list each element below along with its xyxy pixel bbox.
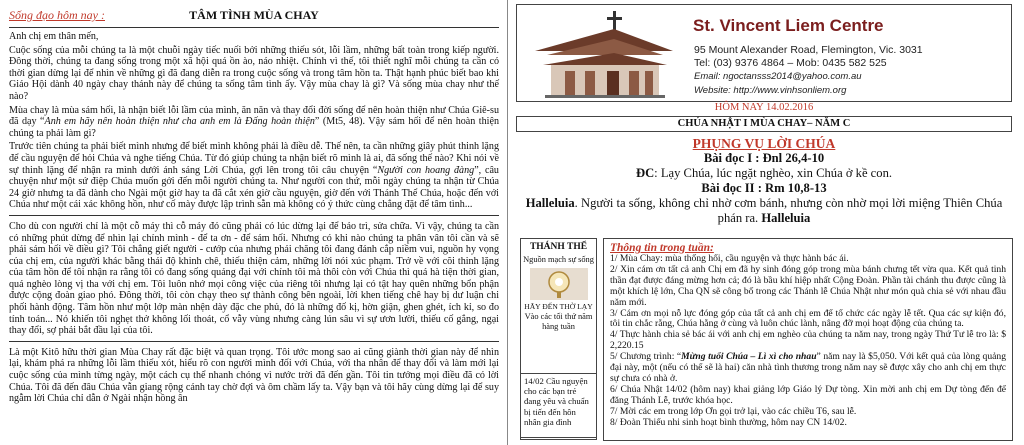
section-tag: Sống đạo hôm nay : — [9, 8, 105, 22]
adoration-caption: HÃY ĐẾN THỜ LẠY — [524, 302, 593, 311]
divider — [9, 341, 499, 342]
church-logo-icon — [525, 9, 681, 99]
news-item: 3/ Cám ơn mọi nỗ lực đóng góp của tất cả anh chị em để tổ chức các ngày lễ tết. Qua các sự kiện đó, tôi tin chắc rằng, Chúa hằng ở cùng và luôn chúc lành, nâng đỡ mọi hoạt động của chúng ta. — [610, 307, 1006, 330]
news-title: Thông tin trong tuần: — [610, 242, 714, 254]
news-item: 7/ Mời các em trong lớp Ơn gọi trở lại, vào các chiều T6, sau lễ. — [610, 405, 857, 417]
paragraph: Cho dù con người chỉ là một cỗ máy thì cỗ máy đó cũng phải có lúc dừng lại để bảo trì, sửa chữa. Vì vậy, chúng ta cần có những phút dừng để nhìn lại chính mình - để ta ơn - để sám hối. Nhưng có khi nào chúng ta phân vân tôi cần và sẽ phải sám hối về điều gì? Tôi chẳng giết người - cướp của nhưng phải chăng tôi đang đánh cắp niềm vui, nguồn hy vọng của chị em, của người khác bằng thái độ khinh chê, thiếu thiện cảm, những lời nói xúc phạm. Trở về với cõi thinh lặng của tâm hồn để tôi nhận ra rằng tôi có đang sống quảng đại với chính tôi mà thôi còn với Chúa thì quá hà tiện thời gian, quá nghèo lòng vị tha với chị em. Tôi luôn nhớ mọi công việc của riêng tôi nhưng lại có tật hay quên những bổn phận được cộng đoàn giao phó. Đông thời, tôi còn chạy theo sự thành công bên ngoài, lời khen tiếng chê hay bị dư luận chi phối hành động. Tâm hồn như một lớp màn nhện dày đặc che phủ, đó là những đố kị, hờn giận, ghen ghét, ích kỉ, so đo tính toán... Nó khiến tôi nghẹt thở không lối thoát, cổ vẫy vùng nhưng càng lún sâu vì sự ươn lười, thiếu cố gắng, ngại thay đổi, sợ phải bắt đầu lại của tôi. — [9, 220, 499, 337]
liturgical-sunday: CHÚA NHẬT I MÙA CHAY– NĂM C — [516, 116, 1012, 132]
info-column — [512, 0, 1018, 445]
paragraph: Anh chị em thân mến, — [9, 31, 99, 42]
news-item: 2/ Xin cám ơn tất cả anh Chị em đã hy sinh đóng góp trong mùa bánh chưng tết vừa qua. Kết quả tinh thần đạt được đáng mừng hơn cả; đó là bầu khí hiệp nhất Cộng Đoàn. Phần tài chánh thu được cũng là một khích lệ lớn, Cha QN sẽ công bố trong các Thánh lễ Chúa Nhật như món quà chia sẻ với nhau đầu năm mới. — [610, 263, 1006, 308]
program-name: Mừng tuổi Chúa – Lì xì cho nhau — [681, 351, 817, 363]
gospel-acclamation: Halleluia. Người ta sống, không chỉ nhờ cơm bánh, nhưng còn nhờ mọi lời miệng Thiên Chúa phán ra. Halleluia — [525, 196, 1003, 225]
parable-title: Người con hoang đàng — [377, 164, 475, 176]
weekly-news-box — [603, 238, 1013, 441]
adoration-schedule: Vào các tối thứ năm hàng tuần — [524, 312, 593, 331]
paragraph: Trước tiên chúng ta phải biết mình nhưng để biết mình không phải là điều dễ. Thế nên, ta cần những giây phút thinh lặng để cầu nguyện để hỏi Chúa và nghe tiếng Chúa. Từ đó giúp chúng ta nhận biết rõ mình là ai, đã sống thế nào? Khi nói về sự thinh lặng để nhận ra mình dưới ánh sáng Lời Chúa, gợi lên trong tôi câu chuyện “Người con hoang đàng”, câu chuyện như một sứ điệp Chúa muốn gởi đến mỗi người chúng ta. Như người con thứ, mỗi ngày chúng ta nhận từ Chúa 24 giờ nhưng ta đã dành cho Ngài một giờ hay ta đã cắt xén giờ cầu nguyện, giờ đến với Thánh Thể Chúa, hoặc đến với Chúa như một cái xác không hồn, như cố mày được lập trình sẵn mà không có ý thức cùng chẳng đặt để tâm tình... — [9, 141, 499, 211]
paragraph: Mùa chay là mùa sám hối, là nhận biết lỗi lầm của mình, ăn năn và thay đổi đời sống để nên hoàn thiện như Chúa Giê-su đã dạy “Anh em hãy nên hoàn thiện như cha anh em là Đấng hoàn thiện” (Mt5, 48). Vậy sám hối để nên hoàn thiện chúng ta phải làm gì? — [9, 104, 499, 139]
column-separator — [507, 0, 508, 445]
first-reading: Bài đọc I : Đnl 26,4-10 — [703, 151, 825, 165]
centre-header — [516, 4, 1012, 102]
reflection-title: TÂM TÌNH MÙA CHAY — [189, 8, 319, 22]
centre-website[interactable]: Website: http://www.vinhsonliem.org — [694, 85, 847, 96]
monstrance-icon — [530, 268, 588, 300]
bulletin-date: HÔM NAY 14.02.2016 — [714, 102, 814, 113]
second-reading: Bài đọc II : Rm 10,8-13 — [701, 181, 827, 195]
adoration-title: THÁNH THỂ — [529, 242, 588, 252]
reflection-body — [9, 31, 499, 405]
divider — [9, 215, 499, 216]
news-list — [610, 254, 1006, 429]
centre-email[interactable]: Email: ngoctansss2014@yahoo.com.au — [694, 71, 862, 82]
news-item: 6/ Chúa Nhật 14/02 (hôm nay) khai giảng lớp Giáo lý Dự tòng. Xin mời anh chị em Dự tòng đến để đăng Thánh Lễ, trước khóa học. — [610, 383, 1006, 406]
adoration-subtitle: Nguồn mạch sự sống — [523, 254, 594, 264]
centre-phone: Tel: (03) 9376 4864 – Mob: 0435 582 525 — [694, 57, 887, 69]
paragraph: Là một Kitô hữu thời gian Mùa Chay rất đặc biệt và quan trọng. Tôi ước mong sao ai cũng giành thời gian này để nhìn lại, khám phá ra những lỗi lầm thiếu xót, hiểu rõ con người mình đối với Chúa, với tha nhân để thay đổi và làm mới lại cuộc sống của mình từng ngày, một cách cụ thể nhanh chóng vì nước trời đã đến gần. Tôi tin tưởng mọi điều đã có lời Chúa. Tôi đã đến đâu Chúa vẫn giang rộng cánh tay chờ đợi và ôm chầm lấy ta. Vậy bạn và tôi hãy cùng dừng lại để suy ngẫm lời Chúa chỉ dẫn ở Ngài nhận hồng ân — [9, 346, 499, 405]
scripture-quote: Anh em hãy nên hoàn thiện như cha anh em là Đấng hoàn thiện — [44, 116, 315, 128]
paragraph: Cuộc sống của mỗi chúng ta là một chuỗi ngày tiếc nuối bởi những thiếu sót, lỗi lầm, những bất toàn trong kiếp người. Đông thời, chúng ta đang sống trong một xã hội quá ồn ào, náo nhiệt. Chính vì thế, tôi thiết nghĩ mỗi chúng ta cần có thời gian dừng lại để nhìn về những gì đã đang diễn ra trong cuộc sống và trong tâm hồn ta. Thật hạnh phúc biết bao khi Giáo Hội dành 40 ngày chay thánh này để chúng ta sống tâm tình ấy. Vậy mùa chay là gì? Và sống mùa chay như thế nào? — [9, 44, 499, 102]
reflection-header — [9, 6, 499, 28]
news-item: 4/ Thực hành chia sẻ bác ái với anh chị em nghèo của chúng ta năm nay, trong ngày Thứ Tư lễ tro là: $ 2,220.15 — [610, 329, 1006, 352]
news-item: 5/ Chương trình: “Mừng tuổi Chúa – Lì xì cho nhau” năm nay là $5,050. Với kết quả của lòng quảng đại này, một (nếu có thể sẽ là hai) căn nhà tình thương trong năm nay sẽ được xây cho anh chị em thực sự chưa có nhà ở. — [610, 351, 1006, 384]
readings-title: PHỤNG VỤ LỜI CHÚA — [692, 136, 836, 151]
reflection-column — [0, 0, 507, 445]
prayer-intention-box: 14/02 Cầu nguyện cho các bạn trẻ đang yêu và chuẩn bị tiến đến hôn nhân gia đình — [520, 373, 597, 440]
centre-address: 95 Mount Alexander Road, Flemington, Vic. 3031 — [694, 44, 923, 56]
responsorial-psalm: ĐC: Lạy Chúa, lúc ngặt nghèo, xin Chúa ở kề con. — [635, 166, 893, 180]
liturgy-readings — [516, 136, 1012, 234]
centre-name: St. Vincent Liem Centre — [693, 16, 884, 35]
news-item: 8/ Đoàn Thiếu nhi sinh hoạt bình thường, hôm nay CN 14/02. — [610, 416, 847, 428]
news-item: 1/ Mùa Chay: mùa thống hối, cầu nguyện và thực hành bác ái. — [610, 253, 849, 264]
